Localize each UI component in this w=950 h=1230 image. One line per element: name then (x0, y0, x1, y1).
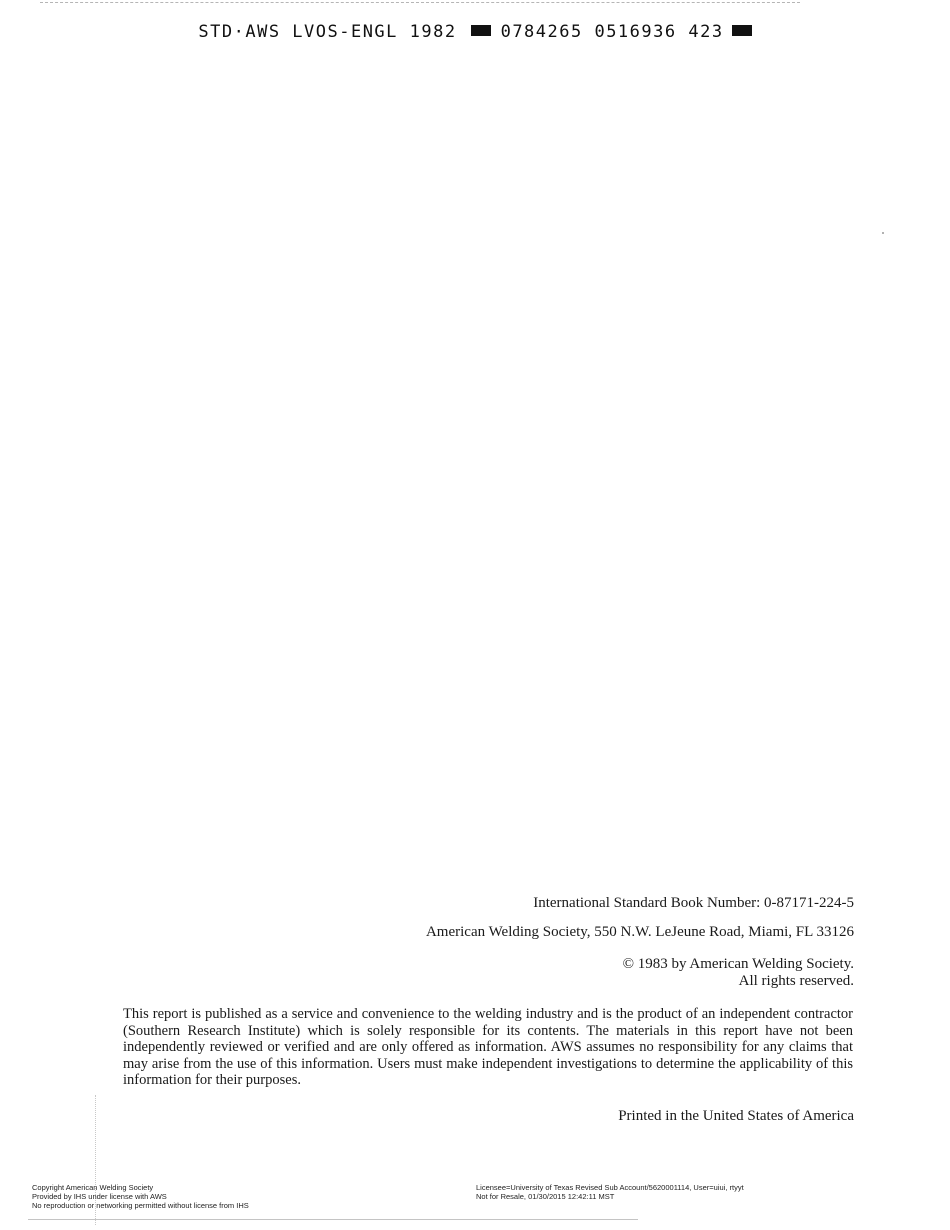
scan-speck (882, 232, 884, 234)
footer-line: Provided by IHS under license with AWS (32, 1192, 167, 1201)
isbn-line: International Standard Book Number: 0-87171-224-5 (533, 895, 854, 911)
footer-line: Licensee=University of Texas Revised Sub Account/5620001114, User=uiui, rtyyt (476, 1183, 744, 1192)
publisher-address: American Welding Society, 550 N.W. LeJeune Road, Miami, FL 33126 (425, 924, 854, 940)
disclaimer-paragraph: This report is published as a service and convenience to the welding industry and is the product of an independent contractor (Southern Research Institute) which is solely responsible for its contents. The materials in this report have not been independently reviewed or verified and are only offered as information. AWS assumes no responsibility for any claims that may arise from the use of this information. Users must make independent investigations to determine the applicability of this information for their purposes. (123, 1006, 853, 1088)
redaction-block-icon (471, 25, 491, 36)
copyright-notice (623, 956, 854, 990)
rights-reserved: All rights reserved. (738, 973, 854, 989)
doc-number-suffix: 423 (688, 22, 724, 42)
copyright-line: © 1983 by American Welding Society. (622, 956, 854, 972)
doc-number: 0784265 0516936 (500, 22, 677, 42)
footer-line: Copyright American Welding Society (32, 1183, 154, 1192)
footer-copyright-block (32, 1183, 249, 1210)
doc-code: STD·AWS LVOS-ENGL 1982 (198, 22, 457, 42)
printed-in-line: Printed in the United States of America (618, 1108, 854, 1124)
footer-line: No reproduction or networking permitted without license from IHS (32, 1201, 249, 1210)
scan-artifact-top (40, 2, 800, 5)
document-header-code (0, 22, 950, 42)
footer-license-block (476, 1183, 744, 1201)
footer-line: Not for Resale, 01/30/2015 12:42:11 MST (476, 1192, 615, 1201)
redaction-block-icon (732, 25, 752, 36)
scan-artifact-bottom (28, 1219, 638, 1220)
